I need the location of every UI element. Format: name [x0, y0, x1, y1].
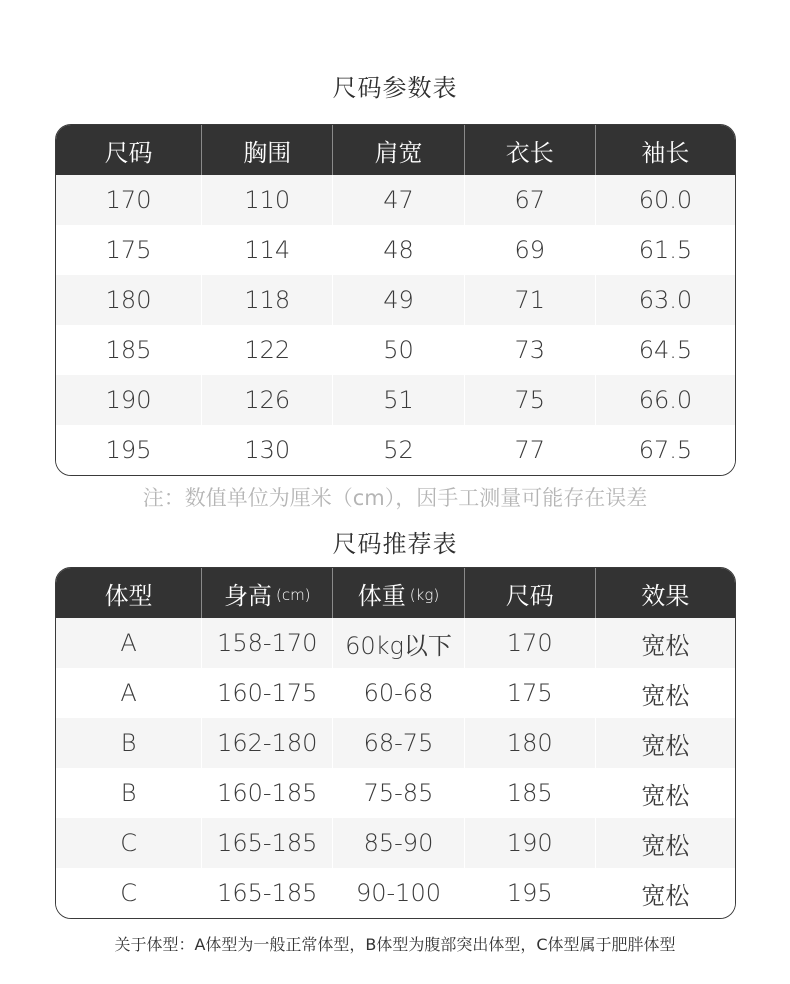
measurement-note: 注：数值单位为厘米（cm），因手工测量可能存在误差 — [142, 486, 648, 510]
header-label: 体重 — [357, 581, 406, 610]
table-cell: 49 — [333, 275, 464, 325]
table-cell: 宽松 — [641, 781, 690, 810]
table-header-row — [56, 125, 735, 175]
table-cell: C — [56, 818, 202, 868]
table-cell: 宽松 — [641, 731, 690, 760]
table-cell: 195 — [56, 425, 202, 475]
table-cell: 110 — [202, 175, 333, 225]
table-cell: 175 — [56, 225, 202, 275]
table-cell: 75-85 — [333, 768, 464, 818]
header-cell-shoulder: 肩宽 — [333, 125, 464, 175]
table-cell: 68-75 — [333, 718, 464, 768]
size-parameter-table — [55, 124, 736, 476]
table-cell: B — [56, 768, 202, 818]
table-cell: B — [56, 718, 202, 768]
header-cell-fit — [596, 568, 735, 618]
table-cell: 158-170 — [202, 618, 333, 668]
table-cell: 165-185 — [202, 868, 333, 918]
table-row — [56, 868, 735, 918]
table-cell: A — [56, 668, 202, 718]
table-cell: 67.5 — [638, 436, 693, 464]
header-cell-weight — [333, 568, 464, 618]
table-cell: 175 — [465, 668, 596, 718]
table-cell: 162-180 — [202, 718, 333, 768]
table-cell: 71 — [465, 275, 596, 325]
header-cell-length: 衣长 — [465, 125, 596, 175]
header-cell-body-type — [56, 568, 202, 618]
size-table-title: 尺码参数表 — [332, 74, 458, 102]
header-unit: (kg) — [409, 586, 440, 604]
table-cell: 66.0 — [638, 386, 693, 414]
table-cell: 170 — [56, 175, 202, 225]
table-cell: A — [56, 618, 202, 668]
table-cell: 63.0 — [638, 286, 693, 314]
table-cell: 宽松 — [641, 831, 690, 860]
header-label: 身高 — [223, 581, 272, 610]
table-row — [56, 375, 735, 425]
table-cell: 48 — [333, 225, 464, 275]
table-cell: 60.0 — [638, 186, 693, 214]
header-unit: (cm) — [275, 586, 311, 604]
table-cell: 185 — [56, 325, 202, 375]
table-cell: 122 — [202, 325, 333, 375]
table-cell: 180 — [56, 275, 202, 325]
table-cell: 170 — [465, 618, 596, 668]
table-cell: 60-68 — [333, 668, 464, 718]
table-cell: 130 — [202, 425, 333, 475]
size-recommend-table — [55, 567, 736, 919]
table-cell: 77 — [465, 425, 596, 475]
table-cell: 47 — [333, 175, 464, 225]
header-cell-height — [202, 568, 333, 618]
header-label: 效果 — [641, 581, 690, 610]
table-cell: 69 — [465, 225, 596, 275]
table-row — [56, 818, 735, 868]
table-cell: 180 — [465, 718, 596, 768]
body-type-note: 关于体型：A体型为一般正常体型，B体型为腹部突出体型，C体型属于肥胖体型 — [114, 935, 676, 954]
header-cell-size — [465, 568, 596, 618]
table-cell: 126 — [202, 375, 333, 425]
table-cell: 67 — [465, 175, 596, 225]
table-row — [56, 425, 735, 475]
table-row — [56, 618, 735, 668]
header-label: 尺码 — [505, 581, 554, 610]
table-row — [56, 225, 735, 275]
table-cell: 190 — [465, 818, 596, 868]
table-cell: 190 — [56, 375, 202, 425]
table-row — [56, 768, 735, 818]
header-cell-sleeve: 袖长 — [641, 138, 690, 167]
table-cell: 118 — [202, 275, 333, 325]
table-cell: 宽松 — [641, 631, 690, 660]
table-row — [56, 275, 735, 325]
header-cell-chest: 胸围 — [202, 125, 333, 175]
table-cell: C — [56, 868, 202, 918]
table-cell: 90-100 — [333, 868, 464, 918]
table-cell: 160-175 — [202, 668, 333, 718]
table-cell: 85-90 — [333, 818, 464, 868]
table-cell: 51 — [333, 375, 464, 425]
table-cell: 195 — [465, 868, 596, 918]
table-cell: 61.5 — [638, 236, 693, 264]
table-cell: 185 — [465, 768, 596, 818]
table-row — [56, 718, 735, 768]
table-cell: 宽松 — [641, 881, 690, 910]
table-cell: 宽松 — [641, 681, 690, 710]
table-cell: 73 — [465, 325, 596, 375]
header-label: 体型 — [104, 581, 153, 610]
header-cell-size: 尺码 — [56, 125, 202, 175]
table-row — [56, 175, 735, 225]
table-cell: 75 — [465, 375, 596, 425]
table-cell: 52 — [333, 425, 464, 475]
table-header-row — [56, 568, 735, 618]
table-cell: 114 — [202, 225, 333, 275]
table-cell: 165-185 — [202, 818, 333, 868]
table-cell: 160-185 — [202, 768, 333, 818]
recommend-table-title: 尺码推荐表 — [332, 530, 458, 558]
table-cell: 50 — [333, 325, 464, 375]
table-row — [56, 325, 735, 375]
table-cell: 60kg以下 — [333, 618, 464, 668]
table-row — [56, 668, 735, 718]
table-cell: 64.5 — [638, 336, 693, 364]
